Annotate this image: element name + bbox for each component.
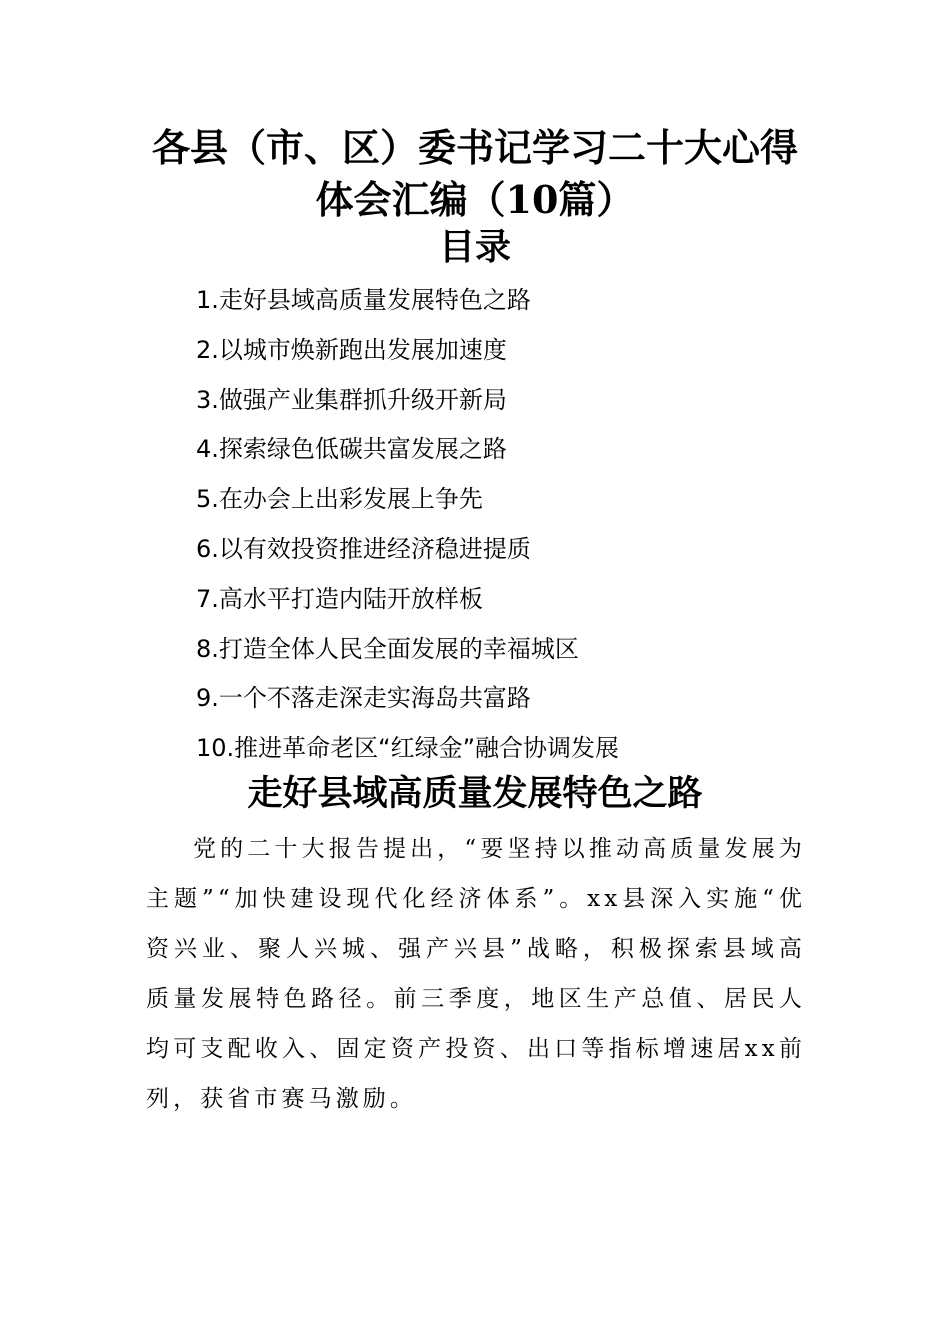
toc-item: 4.探索绿色低碳共富发展之路: [196, 435, 507, 464]
toc-item: 10.推进革命老区“红绿金”融合协调发展: [196, 734, 620, 763]
toc-item: 9.一个不落走深走实海岛共富路: [196, 684, 531, 713]
section-title: 走好县域高质量发展特色之路: [247, 773, 703, 814]
toc-item: 3.做强产业集群抓升级开新局: [196, 385, 507, 414]
toc-item: 1.走好县域高质量发展特色之路: [196, 286, 531, 314]
toc-heading: 目录: [438, 226, 511, 268]
document-title: 各县（市、区）委书记学习二十大心得体会汇编（10篇）: [151, 125, 798, 222]
toc-item: 5.在办会上出彩发展上争先: [196, 485, 483, 514]
toc-item: 7.高水平打造内陆开放样板: [196, 584, 483, 613]
table-of-contents: [196, 276, 816, 774]
toc-item: 6.以有效投资推进经济稳进提质: [196, 534, 531, 563]
body-paragraph: 党的二十大报告提出，“要坚持以推动高质量发展为主题”“加快建设现代化经济体系”。xx县深入实施“优资兴业、聚人兴城、强产兴县”战略，积极探索县域高质量发展特色路径。前三季度，地区生产总值、居民人均可支配收入、固定资产投资、出口等指标增速居xx前列，获省市赛马激励。: [146, 836, 806, 1112]
toc-item: 8.打造全体人民全面发展的幸福城区: [196, 634, 579, 663]
toc-item: 2.以城市焕新跑出发展加速度: [196, 335, 507, 364]
